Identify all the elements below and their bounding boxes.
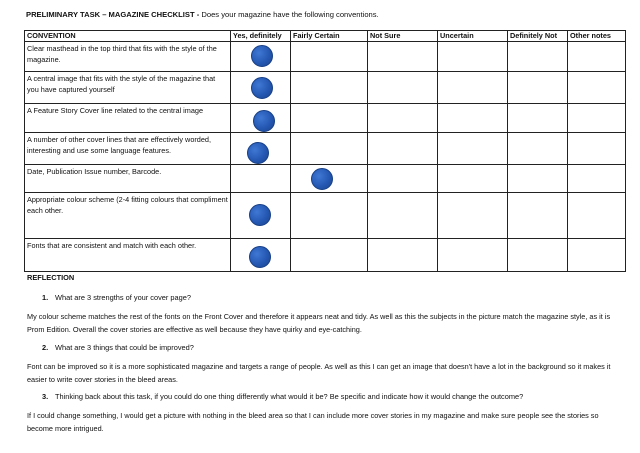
question-1 bbox=[42, 293, 191, 302]
convention-cell: Appropriate colour scheme (2-4 fitting colours that compliment each other. bbox=[25, 193, 231, 239]
page-title bbox=[26, 10, 379, 19]
selected-rating-dot bbox=[311, 168, 333, 190]
convention-cell: Clear masthead in the top third that fits with the style of the magazine. bbox=[25, 42, 231, 72]
question-text: What are 3 strengths of your cover page? bbox=[55, 293, 191, 302]
convention-cell: A Feature Story Cover line related to the central image bbox=[25, 104, 231, 133]
table-row bbox=[25, 72, 626, 104]
rating-cell bbox=[291, 239, 368, 272]
rating-cell bbox=[368, 72, 438, 104]
convention-cell: Fonts that are consistent and match with each other. bbox=[25, 239, 231, 272]
table-row bbox=[25, 239, 626, 272]
rating-cell bbox=[231, 193, 291, 239]
rating-cell bbox=[291, 42, 368, 72]
rating-cell bbox=[291, 133, 368, 165]
column-header: Not Sure bbox=[368, 31, 438, 42]
rating-cell bbox=[508, 193, 568, 239]
rating-cell bbox=[368, 239, 438, 272]
convention-cell: Date, Publication Issue number, Barcode. bbox=[25, 165, 231, 193]
rating-cell bbox=[438, 193, 508, 239]
reflection-heading: REFLECTION bbox=[27, 273, 75, 282]
rating-cell bbox=[508, 72, 568, 104]
rating-cell bbox=[438, 133, 508, 165]
selected-rating-dot bbox=[251, 77, 273, 99]
rating-cell bbox=[568, 193, 626, 239]
rating-cell bbox=[508, 133, 568, 165]
rating-cell bbox=[568, 165, 626, 193]
rating-cell bbox=[568, 42, 626, 72]
rating-cell bbox=[291, 165, 368, 193]
rating-cell bbox=[231, 239, 291, 272]
answer-3: If I could change something, I would get a picture with nothing in the bleed area so that I can include more cover stories in my magazine and make sure people see the stories so become more intrigued. bbox=[27, 411, 599, 433]
rating-cell bbox=[438, 42, 508, 72]
rating-cell bbox=[568, 104, 626, 133]
rating-cell bbox=[508, 104, 568, 133]
rating-cell bbox=[438, 165, 508, 193]
table-row bbox=[25, 165, 626, 193]
convention-cell: A central image that fits with the style of the magazine that you have captured yourself bbox=[25, 72, 231, 104]
answer-1: My colour scheme matches the rest of the fonts on the Front Cover and therefore it appears neat and tidy. As well as this the subjects in the picture match the magazine style, as it is Prom Edition. Overall the cover stories are effective as well because they have quirky and eye-catching. bbox=[27, 312, 611, 334]
question-text: What are 3 things that could be improved? bbox=[55, 343, 194, 352]
column-header: Uncertain bbox=[438, 31, 508, 42]
rating-cell bbox=[368, 42, 438, 72]
rating-cell bbox=[291, 193, 368, 239]
rating-cell bbox=[291, 104, 368, 133]
column-header: Fairly Certain bbox=[291, 31, 368, 42]
rating-cell bbox=[231, 104, 291, 133]
table-row bbox=[25, 133, 626, 165]
question-number: 3. bbox=[42, 392, 49, 401]
question-number: 2. bbox=[42, 343, 49, 352]
rating-cell bbox=[291, 72, 368, 104]
question-3 bbox=[42, 392, 523, 401]
selected-rating-dot bbox=[251, 45, 273, 67]
column-header: Definitely Not bbox=[508, 31, 568, 42]
rating-cell bbox=[568, 239, 626, 272]
rating-cell bbox=[368, 193, 438, 239]
rating-cell bbox=[368, 165, 438, 193]
rating-cell bbox=[231, 72, 291, 104]
rating-cell bbox=[368, 133, 438, 165]
table-row bbox=[25, 42, 626, 72]
convention-cell: A number of other cover lines that are effectively worded, interesting and use some language features. bbox=[25, 133, 231, 165]
selected-rating-dot bbox=[253, 110, 275, 132]
rating-cell bbox=[508, 42, 568, 72]
rating-cell bbox=[231, 165, 291, 193]
rating-cell bbox=[438, 104, 508, 133]
rating-cell bbox=[568, 133, 626, 165]
table-header-row bbox=[25, 31, 626, 42]
selected-rating-dot bbox=[249, 246, 271, 268]
rating-cell bbox=[231, 133, 291, 165]
question-2 bbox=[42, 343, 194, 352]
table-row bbox=[25, 104, 626, 133]
selected-rating-dot bbox=[249, 204, 271, 226]
rating-cell bbox=[231, 42, 291, 72]
rating-cell bbox=[438, 239, 508, 272]
rating-cell bbox=[438, 72, 508, 104]
question-number: 1. bbox=[42, 293, 49, 302]
rating-cell bbox=[508, 165, 568, 193]
rating-cell bbox=[568, 72, 626, 104]
table-row bbox=[25, 193, 626, 239]
rating-cell bbox=[368, 104, 438, 133]
convention-checklist-table bbox=[24, 30, 626, 272]
column-header: Yes, definitely bbox=[231, 31, 291, 42]
column-header: Other notes bbox=[568, 31, 626, 42]
column-header: CONVENTION bbox=[25, 31, 231, 42]
question-text: Thinking back about this task, if you could do one thing differently what would it be? Be specific and indicate how it would change the outcome? bbox=[55, 392, 524, 401]
answer-2: Font can be improved so it is a more sophisticated magazine and targets a range of people. As well as this I can get an image that doesn't have a lot in the background so it makes it easier to write cover stories in the bleed areas. bbox=[27, 362, 611, 384]
rating-cell bbox=[508, 239, 568, 272]
title-rest: Does your magazine have the following conventions. bbox=[199, 10, 379, 19]
title-bold: PRELIMINARY TASK – MAGAZINE CHECKLIST - bbox=[26, 10, 200, 19]
selected-rating-dot bbox=[247, 142, 269, 164]
